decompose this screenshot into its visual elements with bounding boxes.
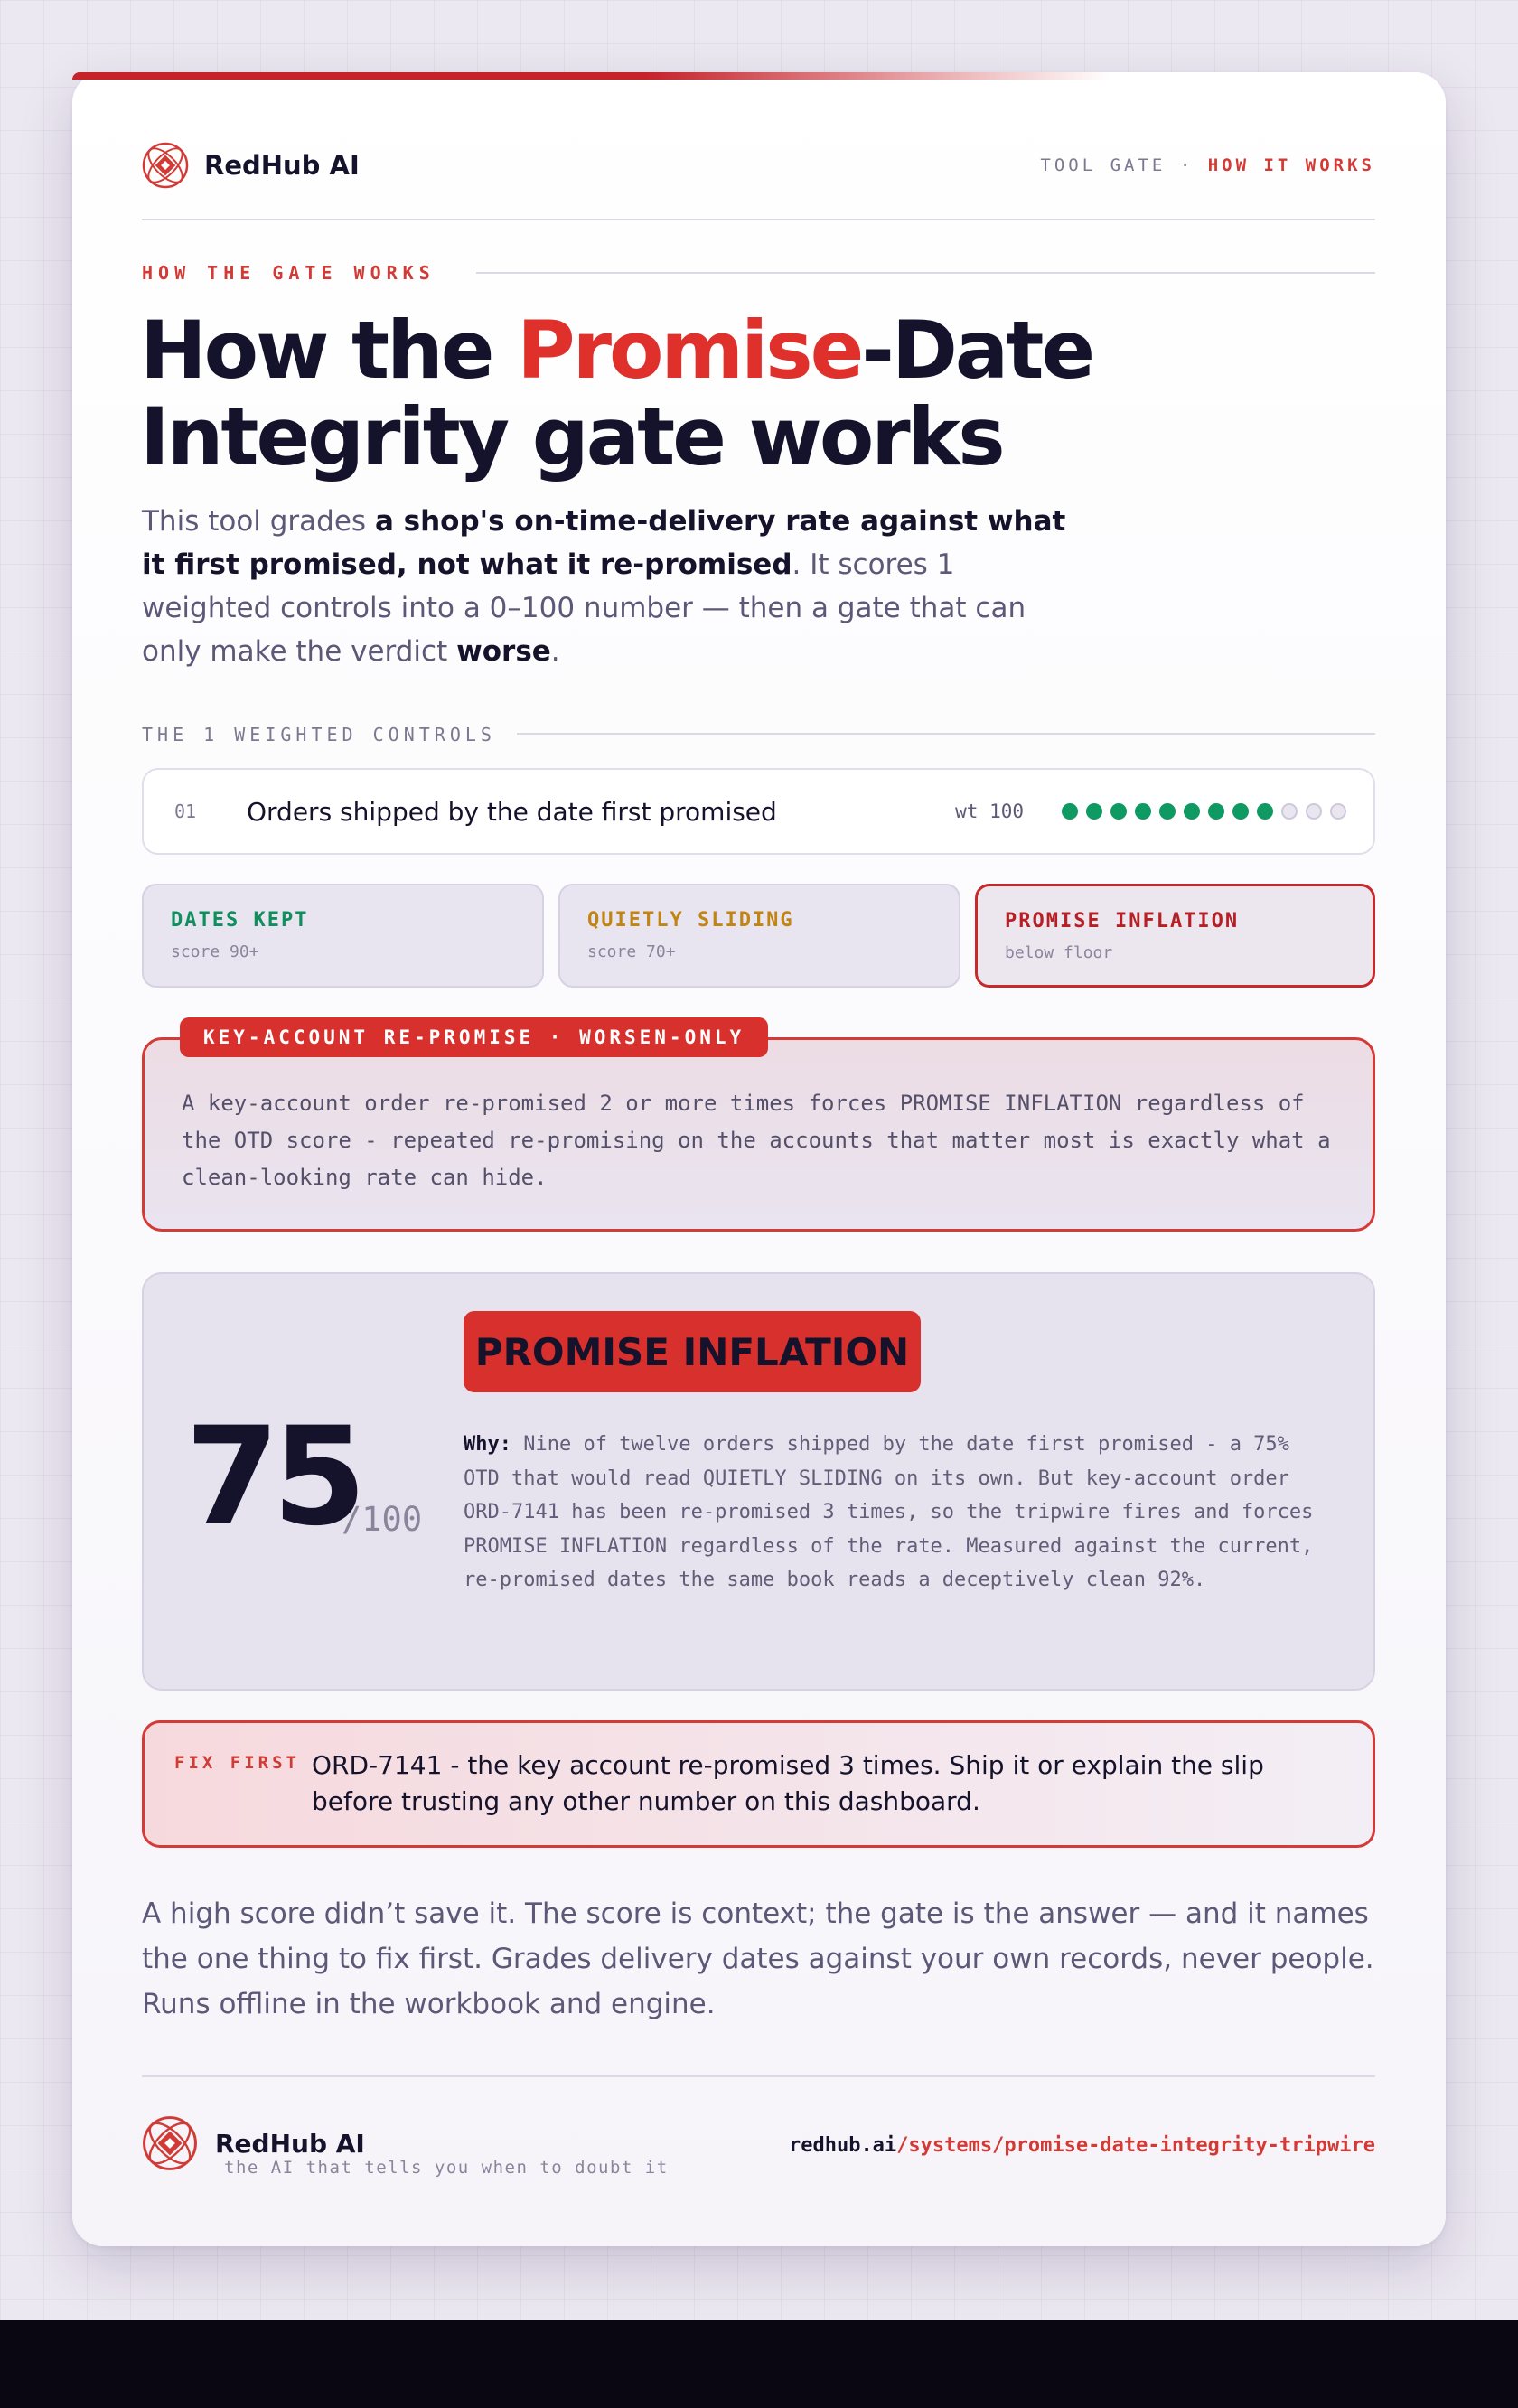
- redhub-logo-icon: [141, 2114, 199, 2172]
- title-part2: -Date: [861, 304, 1093, 397]
- tier-quietly-sliding: [558, 884, 960, 988]
- footer-divider: [142, 2075, 1375, 2077]
- page-title: [140, 304, 1134, 483]
- tripwire-text: A key-account order re-promised 2 or more times forces PROMISE INFLATION regardless of the OTD score - repeated re-promising on the accounts that matter most is exactly what a clean-looking rate can hide.: [182, 1091, 1331, 1190]
- footer-tagline: the AI that tells you when to doubt it: [224, 2158, 669, 2178]
- tier-dates-kept: [142, 884, 544, 988]
- tier-sub: score 70+: [587, 942, 676, 961]
- tier-name: PROMISE INFLATION: [1005, 910, 1240, 932]
- score-value: 75: [185, 1399, 360, 1556]
- eyebrow: HOW THE GATE WORKS: [142, 262, 436, 284]
- title-highlight: Promise: [517, 304, 862, 397]
- weight-dot-filled: [1086, 803, 1102, 820]
- card-top-accent-line: [72, 72, 1111, 80]
- nav-tool-gate[interactable]: TOOL GATE: [1040, 155, 1167, 175]
- weight-dot-empty: [1281, 803, 1298, 820]
- weight-dot-filled: [1159, 803, 1176, 820]
- weight-dot-filled: [1062, 803, 1078, 820]
- url-path: /systems/promise-date-integrity-tripwire: [896, 2134, 1375, 2157]
- redhub-logo-icon: [141, 141, 190, 190]
- weight-dot-filled: [1232, 803, 1249, 820]
- nav-how-it-works[interactable]: HOW IT WORKS: [1207, 155, 1375, 175]
- tripwire-tag: KEY-ACCOUNT RE-PROMISE · WORSEN-ONLY: [180, 1017, 768, 1057]
- title-line2: Integrity gate works: [140, 390, 1003, 483]
- tier-name: QUIETLY SLIDING: [587, 909, 794, 932]
- control-weight: wt 100: [955, 801, 1024, 822]
- control-label: Orders shipped by the date first promised: [247, 796, 777, 827]
- eyebrow-rule: [476, 272, 1375, 274]
- footer-brand-name: RedHub AI: [215, 2128, 365, 2159]
- fix-first-label: FIX FIRST: [174, 1753, 300, 1773]
- fix-first-text: ORD-7141 - the key account re-promised 3 times. Ship it or explain the slip before trusting any other number on this dashboard.: [312, 1750, 1264, 1816]
- verdict-badge: PROMISE INFLATION: [464, 1311, 921, 1392]
- control-number: 01: [174, 801, 197, 822]
- title-part1: How the: [140, 304, 518, 397]
- weight-dot-empty: [1306, 803, 1322, 820]
- lede-text-1: This tool grades: [142, 505, 375, 538]
- nav-separator: ·: [1179, 155, 1195, 175]
- why-explanation: [464, 1428, 1331, 1598]
- closing-paragraph: A high score didn’t save it. The score is context; the gate is the answer — and it names the one thing to fix first. Grades delivery dates against your own records, never people. Runs offline in the workbook and engine.: [142, 1897, 1374, 2020]
- brand-name: RedHub AI: [204, 150, 360, 181]
- weight-dot-empty: [1330, 803, 1346, 820]
- controls-rule: [517, 733, 1375, 735]
- lede-text-2: . It scores 1 weighted controls into a 0–100 number — then a gate that can only make the verdict: [142, 548, 1026, 668]
- tier-promise-inflation: [975, 884, 1375, 988]
- lede-bold-1: a shop's on-time-delivery rate against what it first promised, not what it re-promised: [142, 505, 1066, 581]
- control-weight-dots: [1062, 803, 1346, 820]
- weight-dot-filled: [1135, 803, 1151, 820]
- tier-name: DATES KEPT: [171, 909, 309, 932]
- url-domain: redhub.ai: [788, 2134, 897, 2157]
- lede-bold-2: worse: [456, 635, 551, 668]
- lede: [142, 500, 1082, 673]
- controls-label: THE 1 WEIGHTED CONTROLS: [142, 724, 496, 745]
- why-text: Nine of twelve orders shipped by the date first promised - a 75% OTD that would read QUIETLY SLIDING on its own. But key-account order ORD-7141 has been re-promised 3 times, so the tripwire fires and forces PROMISE INFLATION regardless of the rate. Measured against the current, re-promised dates the same book reads a deceptively clean 92%.: [464, 1433, 1314, 1591]
- footer-url[interactable]: [789, 2134, 1375, 2157]
- bottom-band: [0, 2320, 1518, 2408]
- header-divider: [142, 219, 1375, 220]
- weight-dot-filled: [1184, 803, 1200, 820]
- header-nav: [1040, 155, 1375, 175]
- lede-text-3: .: [550, 635, 560, 668]
- weight-dot-filled: [1110, 803, 1127, 820]
- weight-dot-filled: [1208, 803, 1224, 820]
- weight-dot-filled: [1257, 803, 1273, 820]
- control-row: [142, 768, 1375, 855]
- score-denominator: /100: [342, 1500, 423, 1539]
- tier-sub: score 90+: [171, 942, 259, 961]
- header-brand[interactable]: [141, 141, 360, 190]
- why-label: Why:: [464, 1433, 511, 1456]
- tier-sub: below floor: [1005, 943, 1113, 962]
